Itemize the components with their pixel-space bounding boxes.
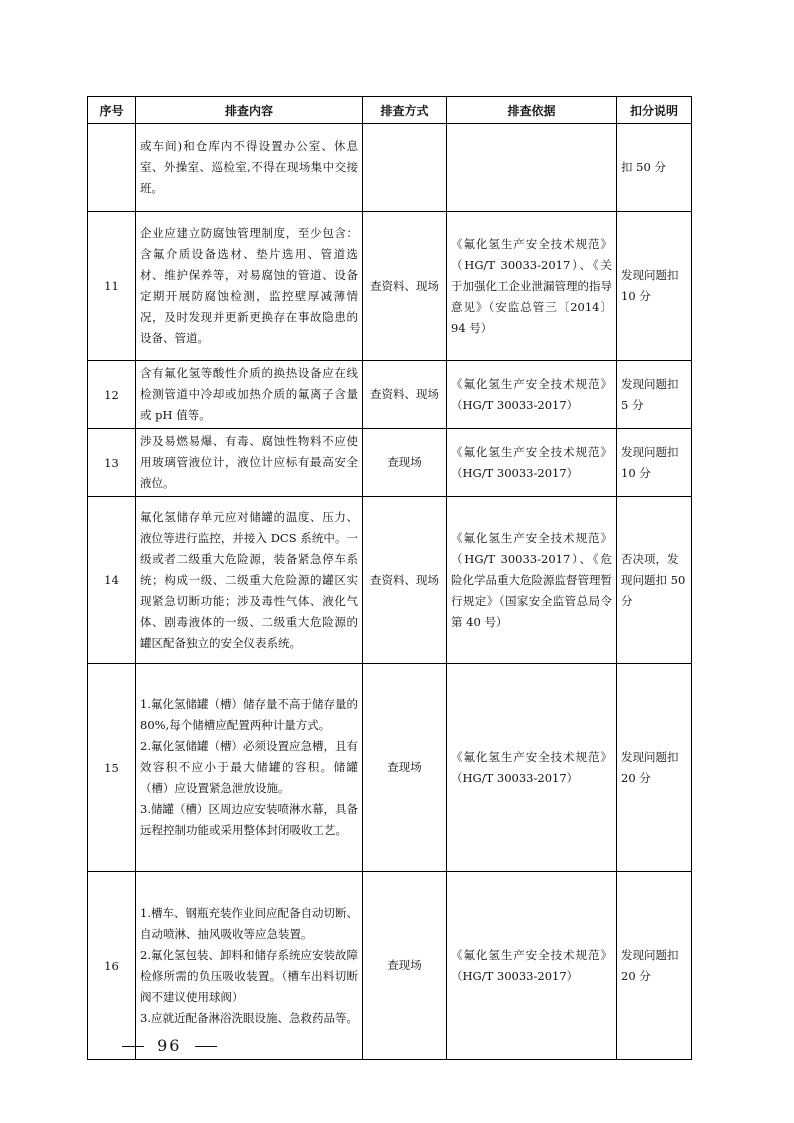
row-content: 1.氟化氢储罐（槽）储存量不高于储存量的 80%,每个储槽应配置两种计量方式。 2.氟化氢储罐（槽）必须设置应急槽，且有效容积不应小于最大储罐的容积。储罐（槽）应设置紧急泄放设施。 3.储罐（槽）区周边应安装喷淋水幕，具备远程控制功能或采用整体封闭吸收工艺。 [136, 664, 363, 872]
row-score: 扣 50 分 [617, 124, 692, 212]
row-number: 12 [88, 361, 136, 429]
table-header-row [88, 97, 692, 124]
page-footer [116, 1036, 223, 1055]
row-method: 查资料、现场 [363, 497, 447, 664]
row-number: 16 [88, 872, 136, 1060]
row-method: 查现场 [363, 664, 447, 872]
table-row [88, 872, 692, 1060]
row-number: 15 [88, 664, 136, 872]
row-method: 查现场 [363, 872, 447, 1060]
row-basis [447, 124, 617, 212]
footer-dash-left [122, 1046, 144, 1047]
row-number: 14 [88, 497, 136, 664]
row-basis: 《氟化氢生产安全技术规范》（HG/T 30033-2017） [447, 361, 617, 429]
row-content: 氟化氢储存单元应对储罐的温度、压力、液位等进行监控，并接入 DCS 系统中。一级或者二级重大危险源，装备紧急停车系统；构成一级、二级重大危险源的罐区实现紧急切断功能；涉及毒性气体、液化气体、剧毒液体的一级、二级重大危险源的罐区配备独立的安全仪表系统。 [136, 497, 363, 664]
row-content: 含有氟化氢等酸性介质的换热设备应在线检测管道中冷却或加热介质的氟离子含量或 pH 值等。 [136, 361, 363, 429]
row-content: 涉及易燃易爆、有毒、腐蚀性物料不应使用玻璃管液位计，液位计应标有最高安全液位。 [136, 429, 363, 497]
table-row [88, 361, 692, 429]
row-number: 13 [88, 429, 136, 497]
table-row [88, 497, 692, 664]
row-basis: 《氟化氢生产安全技术规范》（HG/T 30033-2017） [447, 664, 617, 872]
row-number: 11 [88, 212, 136, 361]
row-basis: 《氟化氢生产安全技术规范》（HG/T 30033-2017） [447, 429, 617, 497]
header-basis: 排查依据 [447, 97, 617, 124]
table-row [88, 429, 692, 497]
row-score: 否决项，发现问题扣 50 分 [617, 497, 692, 664]
row-score: 发现问题扣 10 分 [617, 429, 692, 497]
page-number: 96 [157, 1036, 182, 1055]
row-score: 发现问题扣 20 分 [617, 664, 692, 872]
row-score: 发现问题扣 20 分 [617, 872, 692, 1060]
table-row [88, 124, 692, 212]
row-number [88, 124, 136, 212]
table-row [88, 212, 692, 361]
table-row [88, 664, 692, 872]
row-method: 查资料、现场 [363, 361, 447, 429]
header-method: 排查方式 [363, 97, 447, 124]
row-method [363, 124, 447, 212]
row-content: 或车间)和仓库内不得设置办公室、休息室、外操室、巡检室,不得在现场集中交接班。 [136, 124, 363, 212]
row-score: 发现问题扣 5 分 [617, 361, 692, 429]
inspection-table [87, 96, 692, 1060]
row-basis: 《氟化氢生产安全技术规范》（HG/T 30033-2017） [447, 872, 617, 1060]
header-score: 扣分说明 [617, 97, 692, 124]
row-method: 查现场 [363, 429, 447, 497]
footer-dash-right [195, 1046, 217, 1047]
row-method: 查资料、现场 [363, 212, 447, 361]
row-content: 1.槽车、钢瓶充装作业间应配备自动切断、自动喷淋、抽风吸收等应急装置。 2.氟化氢包装、卸料和储存系统应安装故障检修所需的负压吸收装置。（槽车出料切断阀不建议使用球阀） 3.应就近配备淋浴洗眼设施、急救药品等。 [136, 872, 363, 1060]
row-basis: 《氟化氢生产安全技术规范》（HG/T 30033-2017）、《危险化学品重大危险源监督管理暂行规定》（国家安全监管总局令第 40 号） [447, 497, 617, 664]
row-score: 发现问题扣 10 分 [617, 212, 692, 361]
header-content: 排查内容 [136, 97, 363, 124]
header-no: 序号 [88, 97, 136, 124]
row-content: 企业应建立防腐蚀管理制度，至少包含：含氟介质设备选材、垫片选用、管道选材、维护保养等，对易腐蚀的管道、设备定期开展防腐蚀检测，监控壁厚减薄情况，及时发现并更新更换存在事故隐患的设备、管道。 [136, 212, 363, 361]
row-basis: 《氟化氢生产安全技术规范》（HG/T 30033-2017）、《关于加强化工企业泄漏管理的指导意见》（安监总管三〔2014〕94 号） [447, 212, 617, 361]
